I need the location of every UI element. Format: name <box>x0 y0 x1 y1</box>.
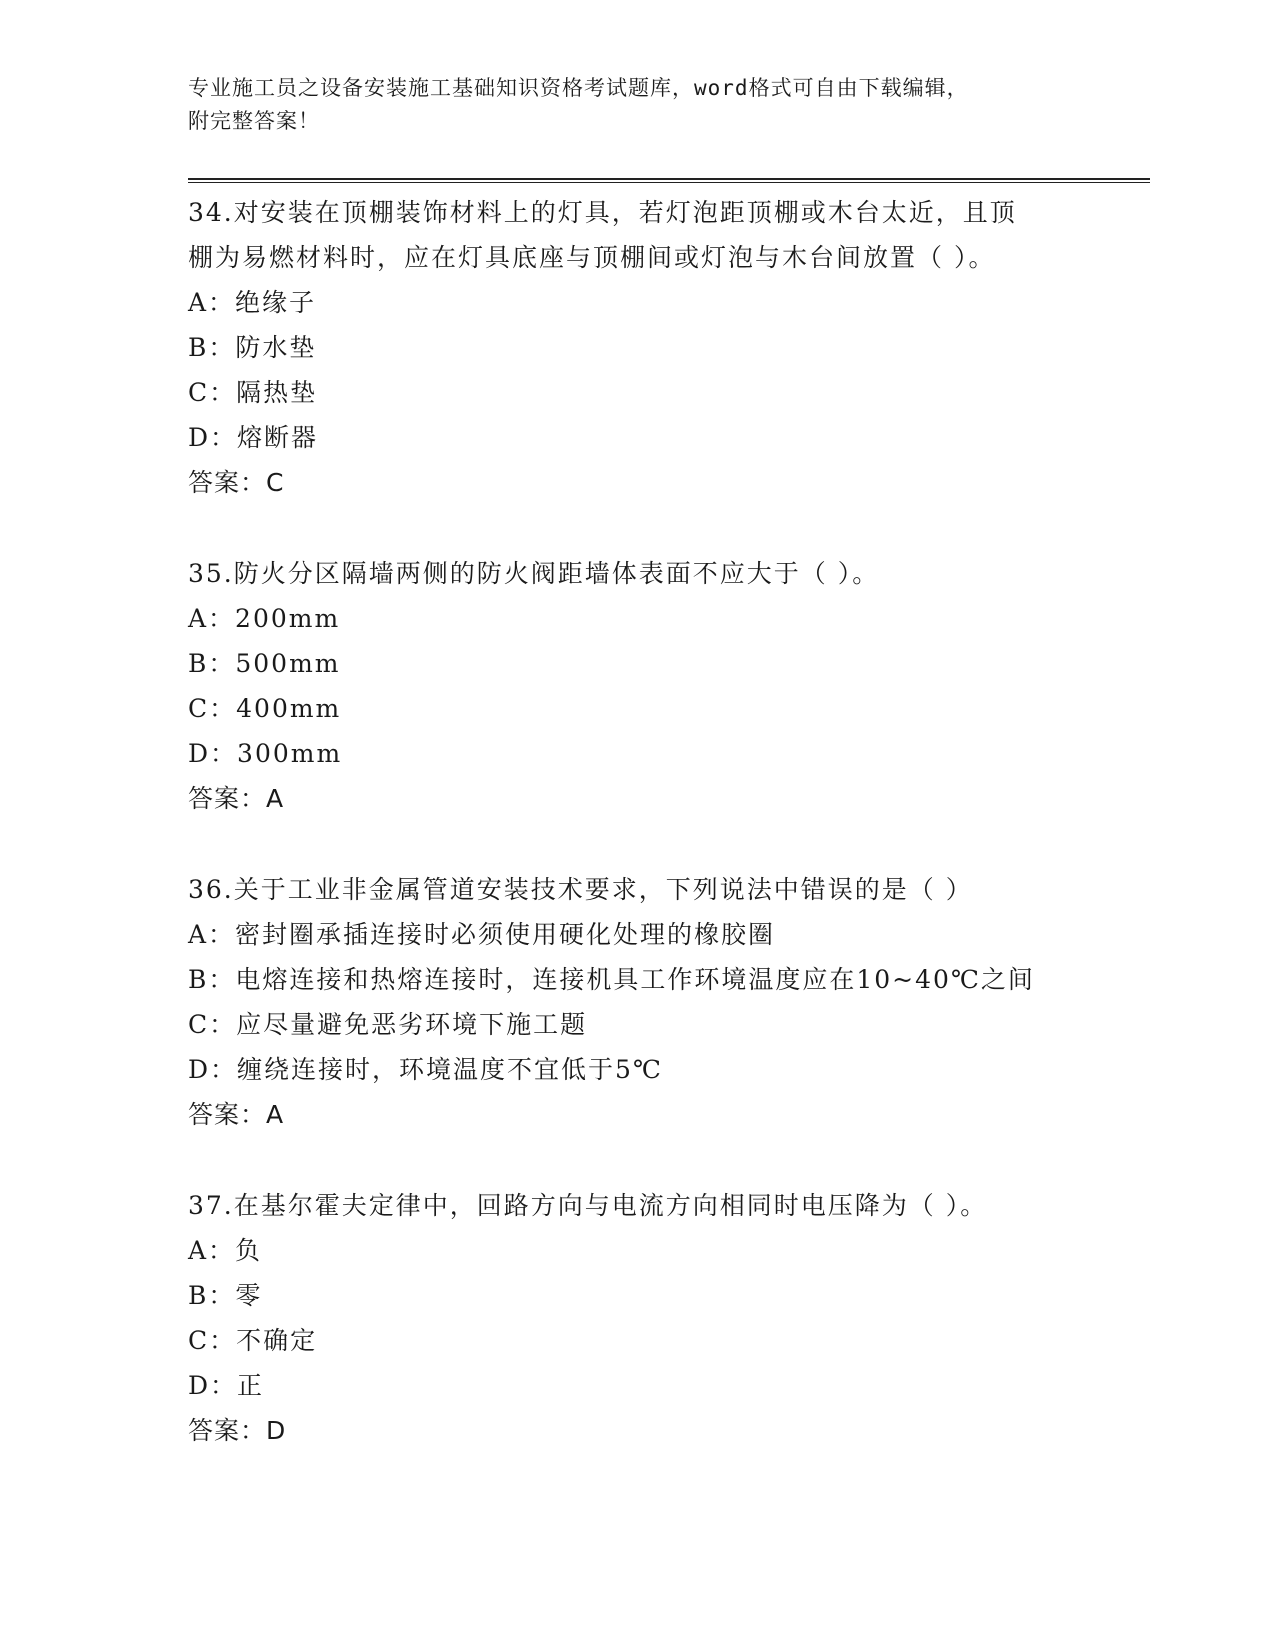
option-c: C：隔热垫 <box>188 378 318 407</box>
option-b: B：500mm <box>188 649 341 678</box>
page-header: 专业施工员之设备安装施工基础知识资格考试题库，word格式可自由下载编辑， 附完整答案！ <box>188 76 969 133</box>
option-b: B：防水垫 <box>188 333 317 362</box>
question-stem: 34.对安装在顶棚装饰材料上的灯具，若灯泡距顶棚或木台太近，且顶 棚为易燃材料时，应在灯具底座与顶棚间或灯泡与木台间放置（ ）。 <box>188 198 1017 272</box>
option-a: A：绝缘子 <box>188 288 317 317</box>
answer-line: 答案：C <box>188 468 285 497</box>
answer-line: 答案：D <box>188 1416 287 1445</box>
option-b: B：电熔连接和热熔连接时，连接机具工作环境温度应在10~40℃之间 <box>188 965 1035 994</box>
option-d: D：缠绕连接时，环境温度不宜低于5℃ <box>188 1055 663 1084</box>
question-stem: 37.在基尔霍夫定律中，回路方向与电流方向相同时电压降为（ ）。 <box>188 1191 988 1220</box>
option-c: C：400mm <box>188 694 342 723</box>
question-37 <box>188 1183 1088 1453</box>
question-stem: 36.关于工业非金属管道安装技术要求，下列说法中错误的是（ ） <box>188 875 973 904</box>
option-d: D：300mm <box>188 739 343 768</box>
option-a: A：200mm <box>188 604 341 633</box>
option-d: D：熔断器 <box>188 423 319 452</box>
option-b: B：零 <box>188 1281 263 1310</box>
answer-line: 答案：A <box>188 1100 285 1129</box>
answer-line: 答案：A <box>188 784 285 813</box>
header-divider <box>188 178 1150 183</box>
question-34 <box>188 190 1088 505</box>
question-list <box>188 190 1088 1499</box>
option-c: C：应尽量避免恶劣环境下施工题 <box>188 1010 588 1039</box>
question-stem: 35.防火分区隔墙两侧的防火阀距墙体表面不应大于（ ）。 <box>188 559 880 588</box>
option-d: D：正 <box>188 1371 265 1400</box>
option-c: C：不确定 <box>188 1326 318 1355</box>
question-36 <box>188 867 1088 1137</box>
option-a: A：密封圈承插连接时必须使用硬化处理的橡胶圈 <box>188 920 776 949</box>
question-35 <box>188 551 1088 821</box>
option-a: A：负 <box>188 1236 263 1265</box>
